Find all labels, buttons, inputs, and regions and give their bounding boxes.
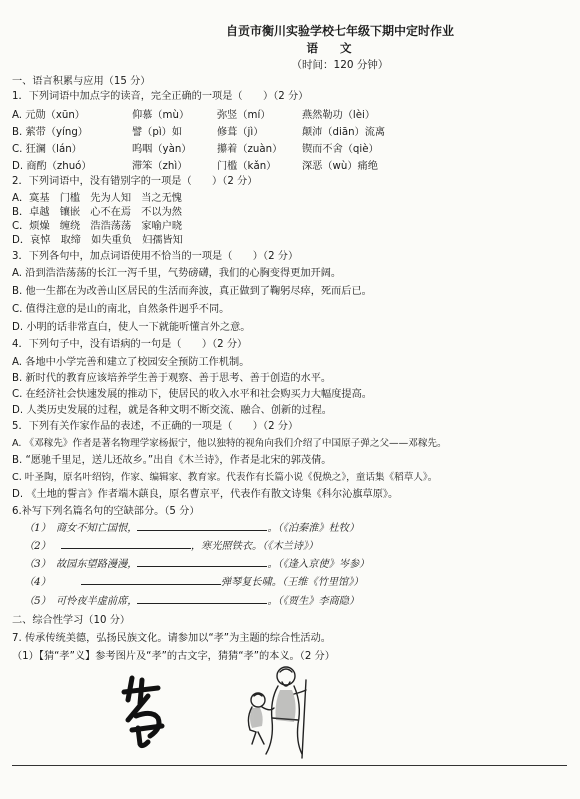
q4-option-d: D. 人类历史发展的过程，就是各种文明不断交流、融合、创新的过程。 xyxy=(12,405,332,416)
q1-c-3: 攥着（zuàn） xyxy=(217,144,283,155)
q1-d-2: 滞笨（zhì） xyxy=(132,161,188,172)
q2-option-a: A．寞基 门槛 先为人知 当之无愧 xyxy=(12,193,182,204)
q6-4-source: 弹琴复长啸。（王维《竹里馆》） xyxy=(220,577,364,588)
q1-c-4: 锲而不舍（qiè） xyxy=(302,144,379,155)
q1-option-a xyxy=(12,106,572,119)
q1-d-4: 深恶（wù）痛绝 xyxy=(302,161,378,172)
time-limit: （时间：120 分钟） xyxy=(291,59,389,71)
q6-4-text: （4） xyxy=(24,577,51,588)
q1-option-b xyxy=(12,123,572,136)
q6-3-blank[interactable] xyxy=(137,566,267,567)
q2-stem: 2．下列词语中，没有错别字的一项是（ ）（2 分） xyxy=(12,176,258,187)
q7-part1: （1）【猜“孝”义】参考图片及“孝”的古文字，猜猜“孝”的本义。（2 分） xyxy=(12,651,335,662)
q1-d-3: 门槛（kǎn） xyxy=(217,161,277,172)
q1-a-3: 弥竖（mí） xyxy=(217,110,271,121)
q6-stem: 6.补写下列名篇名句的空缺部分。（5 分） xyxy=(12,506,200,517)
q3-stem: 3．下列各句中，加点词语使用不恰当的一项是（ ）（2 分） xyxy=(12,251,299,262)
q6-line-4 xyxy=(24,576,363,589)
q6-5-text: （5） 可怜夜半虚前席， xyxy=(24,596,138,607)
q4-option-a: A. 各地中小学完善和建立了校园安全预防工作机制。 xyxy=(12,357,250,368)
q6-line-3 xyxy=(24,558,369,571)
q6-5-source: 。（《贾生》李商隐） xyxy=(267,596,360,607)
q4-option-b: B. 新时代的教育应该培养学生善于观察、善于思考、善于创造的水平。 xyxy=(12,373,332,384)
elder-and-child-illustration xyxy=(236,660,316,760)
section2-heading: 二、综合性学习（10 分） xyxy=(12,615,131,626)
q6-line-5 xyxy=(24,595,359,608)
q6-3-source: 。（《逢入京使》岑参） xyxy=(267,559,370,570)
q6-3-text: （3） 故园东望路漫漫， xyxy=(24,559,138,570)
q6-2-text: （2） xyxy=(24,541,51,552)
q6-1-source: 。（《泊秦淮》杜牧） xyxy=(267,523,360,534)
q7-stem: 7. 传承传统美德，弘扬民族文化。请参加以“孝”为主题的综合性活动。 xyxy=(12,633,331,644)
q2-option-d: D．哀悼 取缔 如失重负 妇孺皆知 xyxy=(12,235,183,246)
bottom-rule xyxy=(12,765,567,766)
q5-stem: 5．下列有关作家作品的表述，不正确的一项是（ ）（2 分） xyxy=(12,421,299,432)
q1-c-1: C. 狂澜（lán） xyxy=(12,144,82,155)
q1-a-2: 仰慕（mù） xyxy=(132,110,190,121)
q1-b-3: 修葺（jì） xyxy=(217,127,264,138)
q4-option-c: C. 在经济社会快速发展的推动下，使居民的收入水平和社会购买力大幅度提高。 xyxy=(12,389,372,400)
q6-1-text: （1） 商女不知亡国恨， xyxy=(24,523,138,534)
q6-line-2 xyxy=(24,540,318,553)
q6-2-source: ，寒光照铁衣。（《木兰诗》） xyxy=(190,541,319,552)
q1-c-2: 呜咽（yàn） xyxy=(132,144,192,155)
q5-option-c: C. 叶圣陶，原名叶绍钧，作家、编辑家、教育家。代表作有长篇小说《倪焕之》，童话集《稻草人》。 xyxy=(12,472,438,483)
q3-option-b: B. 他一生都在为改善山区居民的生活而奔波，真正做到了鞠躬尽瘁，死而后已。 xyxy=(12,286,372,297)
q1-a-1: A. 元勋（xūn） xyxy=(12,110,85,121)
q6-5-blank[interactable] xyxy=(137,603,267,604)
q6-1-blank[interactable] xyxy=(137,530,267,531)
q5-option-d: D. 《土地的誓言》作者端木蕻良，原名曹京平，代表作有散文诗集《科尔沁旗草原》。 xyxy=(12,489,399,500)
q1-a-4: 燕然勒功（lèi） xyxy=(302,110,376,121)
q1-b-2: 譬（pì）如 xyxy=(132,127,183,138)
q6-2-blank[interactable] xyxy=(61,548,191,549)
q1-stem: 1．下列词语中加点字的读音，完全正确的一项是（ ）（2 分） xyxy=(12,91,309,102)
q5-option-a: A. 《邓稼先》作者是著名物理学家杨振宁，他以独特的视角向我们介绍了中国原子弹之父——邓稼先。 xyxy=(12,438,447,449)
q2-option-c: C．烦燥 缠绕 浩浩荡荡 家喻户晓 xyxy=(12,221,183,232)
ancient-xiao-character-image xyxy=(118,670,184,750)
q1-option-d xyxy=(12,157,572,170)
subject-label: 语文 xyxy=(306,41,374,55)
section1-heading: 一、语言积累与应用（15 分） xyxy=(12,76,151,87)
q3-option-c: C. 值得注意的是山的南北，自然条件迥乎不同。 xyxy=(12,304,230,315)
q5-option-b: B. “愿驰千里足，送儿还故乡。”出自《木兰诗》，作者是北宋的郭茂倩。 xyxy=(12,455,332,466)
q1-option-c xyxy=(12,140,572,153)
q4-stem: 4．下列句子中，没有语病的一句是（ ）（2 分） xyxy=(12,339,248,350)
q6-line-1 xyxy=(24,522,359,535)
q1-b-1: B. 萦带（yíng） xyxy=(12,127,88,138)
q6-4-blank[interactable] xyxy=(81,584,221,585)
q2-option-b: B．卓越 镶嵌 心不在焉 不以为然 xyxy=(12,207,182,218)
q1-b-4: 颠沛（diān）流离 xyxy=(302,127,386,138)
q1-d-1: D. 商酌（zhuó） xyxy=(12,161,92,172)
q3-option-d: D. 小明的话非常直白，使人一下就能听懂言外之意。 xyxy=(12,322,251,333)
q3-option-a: A. 沿到浩浩荡荡的长江一泻千里，气势磅礴，我们的心胸变得更加开阔。 xyxy=(12,268,342,279)
exam-title: 自贡市衡川实验学校七年级下期中定时作业 xyxy=(225,24,454,38)
